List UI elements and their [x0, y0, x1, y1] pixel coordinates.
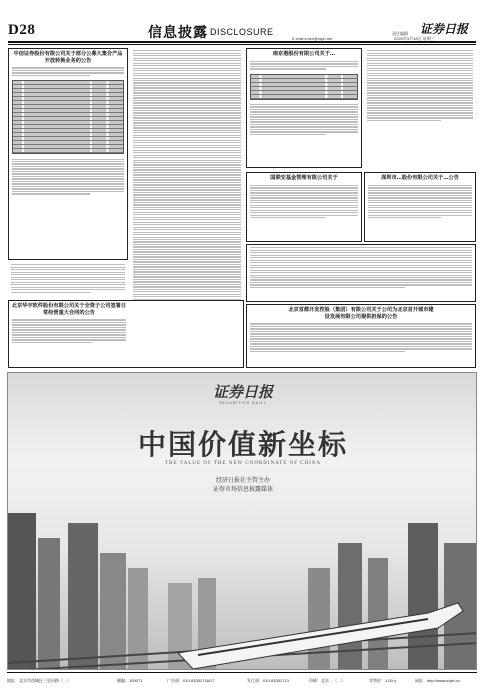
page-header	[0, 0, 484, 44]
announcement-block	[8, 48, 128, 260]
footer-printer: 印刷：北京…（…）	[309, 678, 345, 683]
announcement-block	[246, 304, 476, 368]
announcement-title: 北京首都开发控股（集团）有限公司关于公司为北京首开城市建设发展有限公司提供担保的公告	[288, 307, 434, 320]
ad-logo: 证券日报	[212, 383, 273, 401]
announcement-body	[247, 102, 361, 137]
announcement-block	[364, 172, 476, 242]
announcement-table	[250, 74, 358, 100]
ad-logo-en: SECURITIES DAILY	[219, 401, 267, 405]
announcement-body	[247, 59, 361, 72]
announcement-title: 南京港股份有限公司关于…	[272, 51, 336, 57]
announcement-block	[246, 172, 362, 242]
announcement-title: 中信证券股份有限公司关于部分公募大集合产品开放转换业务的公告	[13, 51, 123, 64]
announcement-block	[246, 244, 476, 302]
footer-website: 网址：http://www.zqrb.cn	[415, 678, 460, 683]
footer-price: 零售价：1.00元	[369, 678, 397, 683]
announcement-continuation	[364, 48, 476, 168]
announcement-body	[247, 245, 475, 290]
footer-ad-phone: 广告部：010-83251716/17	[167, 678, 215, 683]
ad-title: 中国价值新坐标	[137, 428, 348, 461]
footer-address: 地址：北京市西城区三里河路（…）	[7, 678, 71, 683]
announcement-body	[9, 65, 127, 78]
section-title: 信息披露	[148, 25, 208, 41]
announcement-block	[246, 48, 362, 168]
announcement-title: 北京华宇软件股份有限公司关于全资子公司签署日常经营重大合同的公告	[11, 303, 127, 316]
ad-subtitle: THE VALUE OF THE NEW COORDINATE OF CHINA	[164, 461, 322, 466]
editor-line: 责任编辑	[392, 31, 408, 36]
announcement-title: 国联安基金管理有限公司关于	[270, 175, 338, 181]
announcement-body	[364, 48, 476, 123]
ad-slogan-1: 经济日报社主管主办	[215, 477, 270, 484]
page-number: D28	[8, 22, 36, 38]
issue-date: 2020年3月18日 星期三	[394, 36, 435, 41]
announcement-table	[12, 80, 124, 154]
announcement-body	[9, 156, 127, 196]
contact-email: E-mail:zmzx@zqrb.net	[292, 36, 333, 41]
section-title-en: DISCLOSURE	[210, 27, 274, 37]
header-rule	[8, 41, 476, 43]
header-rule-thin	[8, 44, 476, 45]
newspaper-logo: 证券日报	[420, 22, 469, 36]
advertisement	[7, 372, 477, 670]
ad-slogan-2: 证券市场信息披露媒体	[212, 486, 273, 493]
announcement-body	[247, 321, 475, 354]
footer-distribution-phone: 发行部：010-83251713	[247, 678, 289, 683]
page-footer	[7, 672, 477, 690]
announcement-body	[9, 317, 129, 345]
footer-postcode: 邮编：100071	[117, 678, 143, 683]
announcement-body	[8, 262, 128, 295]
announcement-body	[365, 183, 475, 221]
announcement-block	[8, 300, 244, 368]
announcement-body	[247, 183, 361, 221]
announcement-continuation	[8, 262, 128, 298]
city-skyline-train-illustration	[8, 483, 477, 670]
announcement-title: 深圳市…股份有限公司关于…公告	[381, 175, 459, 181]
